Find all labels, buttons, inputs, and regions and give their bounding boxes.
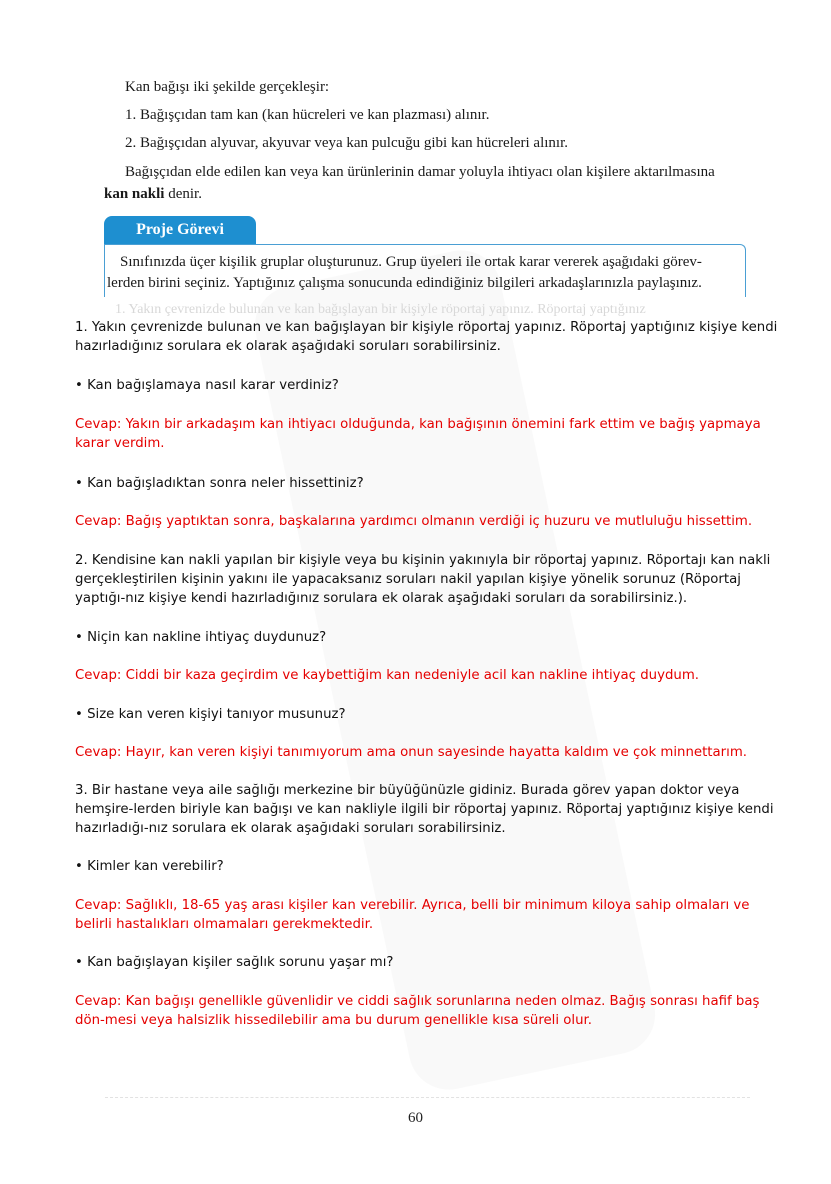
task-3-answer-b: Cevap: Kan bağışı genellikle güvenlidir ve ciddi sağlık sorunlarına neden olmaz. Bağış sonrası hafif baş dön-mesi veya halsizlik hissedilebilir ama bu durum genellikle kısa süreli olur. <box>75 994 760 1028</box>
task-1-question-b: • Kan bağışladıktan sonra neler hissettiniz? <box>75 476 364 491</box>
intro-lead: Kan bağışı iki şekilde gerçekleşir: <box>125 79 330 95</box>
task-2-answer-b: Cevap: Hayır, kan veren kişiyi tanımıyorum ama onun sayesinde hayatta kaldım ve çok minnettarım. <box>75 745 748 760</box>
task-2-answer-a: Cevap: Ciddi bir kaza geçirdim ve kaybettiğim kan nedeniyle acil kan nakline ihtiyaç duydum. <box>75 668 699 683</box>
task-3-question-a: • Kimler kan verebilir? <box>75 859 224 874</box>
task-2-question-b: • Size kan veren kişiyi tanıyor musunuz? <box>75 707 346 722</box>
definition-line: Bağışçıdan elde edilen kan veya kan ürünlerinin damar yoluyla ihtiyacı olan kişilere aktarılmasına <box>125 164 715 180</box>
task-3-answer-a: Cevap: Sağlıklı, 18-65 yaş arası kişiler kan verebilir. Ayrıca, belli bir minimum kiloya sahip olmaları ve belirli hastalıkları olmamaları gerekmektedir. <box>75 898 750 932</box>
task-2-question-a: • Niçin kan nakline ihtiyaç duydunuz? <box>75 630 327 645</box>
list-item-1: 1. Bağışçıdan tam kan (kan hücreleri ve kan plazması) alınır. <box>125 107 490 123</box>
page-number: 60 <box>408 1110 423 1126</box>
proje-text-line-2: lerden birini seçiniz. Yaptığınız çalışma sonucunda edindiğiniz bilgileri arkadaşlarınızla paylaşınız. <box>107 275 702 291</box>
definition-tail: denir. <box>164 186 202 202</box>
task-1-question-a: • Kan bağışlamaya nasıl karar verdiniz? <box>75 378 339 393</box>
definition-end <box>104 186 202 203</box>
faded-text-line: 1. Yakın çevrenizde bulunan ve kan bağışlayan bir kişiyle röportaj yapınız. Röportaj yaptığınız <box>115 302 646 317</box>
proje-gorevi-tab: Proje Görevi <box>104 216 256 244</box>
list-item-2: 2. Bağışçıdan alyuvar, akyuvar veya kan pulcuğu gibi kan hücreleri alınır. <box>125 135 569 151</box>
task-1-answer-b: Cevap: Bağış yaptıktan sonra, başkalarına yardımcı olmanın verdiği iç huzuru ve mutluluğu hissettim. <box>75 514 753 529</box>
task-3-question-b: • Kan bağışlayan kişiler sağlık sorunu yaşar mı? <box>75 955 394 970</box>
task-3-intro: 3. Bir hastane veya aile sağlığı merkezine bir büyüğünüzle gidiniz. Burada görev yapan doktor veya hemşire-lerden biriyle kan bağışı ve kan nakliyle ilgili bir röportaj yapınız. Röportaj yaptığınız kişiye kendi hazırladığı-nız sorulara ek olarak aşağıdaki soruları sorabilirsiniz. <box>75 783 774 836</box>
definition-term: kan nakli <box>104 186 165 202</box>
proje-text-line-1: Sınıfınızda üçer kişilik gruplar oluşturunuz. Grup üyeleri ile ortak karar vererek aşağıdaki görev- <box>120 254 702 270</box>
task-2-intro: 2. Kendisine kan nakli yapılan bir kişiyle veya bu kişinin yakınıyla bir röportaj yapınız. Röportajı kan nakli gerçekleştirilen kişinin yakını ile yapacaksanız soruları nakil yapılan kişiye yönelik sorunuz (Röportaj yaptığı-nız kişiye kendi hazırladığınız sorulara ek olarak aşağıdaki soruları da sorabilirsiniz.). <box>75 553 771 606</box>
task-1-answer-a: Cevap: Yakın bir arkadaşım kan ihtiyacı olduğunda, kan bağışının önemini fark ettim ve bağış yapmaya karar verdim. <box>75 417 761 451</box>
footer-divider <box>105 1097 750 1099</box>
task-1-intro: 1. Yakın çevrenizde bulunan ve kan bağışlayan bir kişiyle röportaj yapınız. Röportaj yaptığınız kişiye kendi hazırladığınız sorulara ek olarak aşağıdaki soruları sorabilirsiniz. <box>75 320 778 354</box>
